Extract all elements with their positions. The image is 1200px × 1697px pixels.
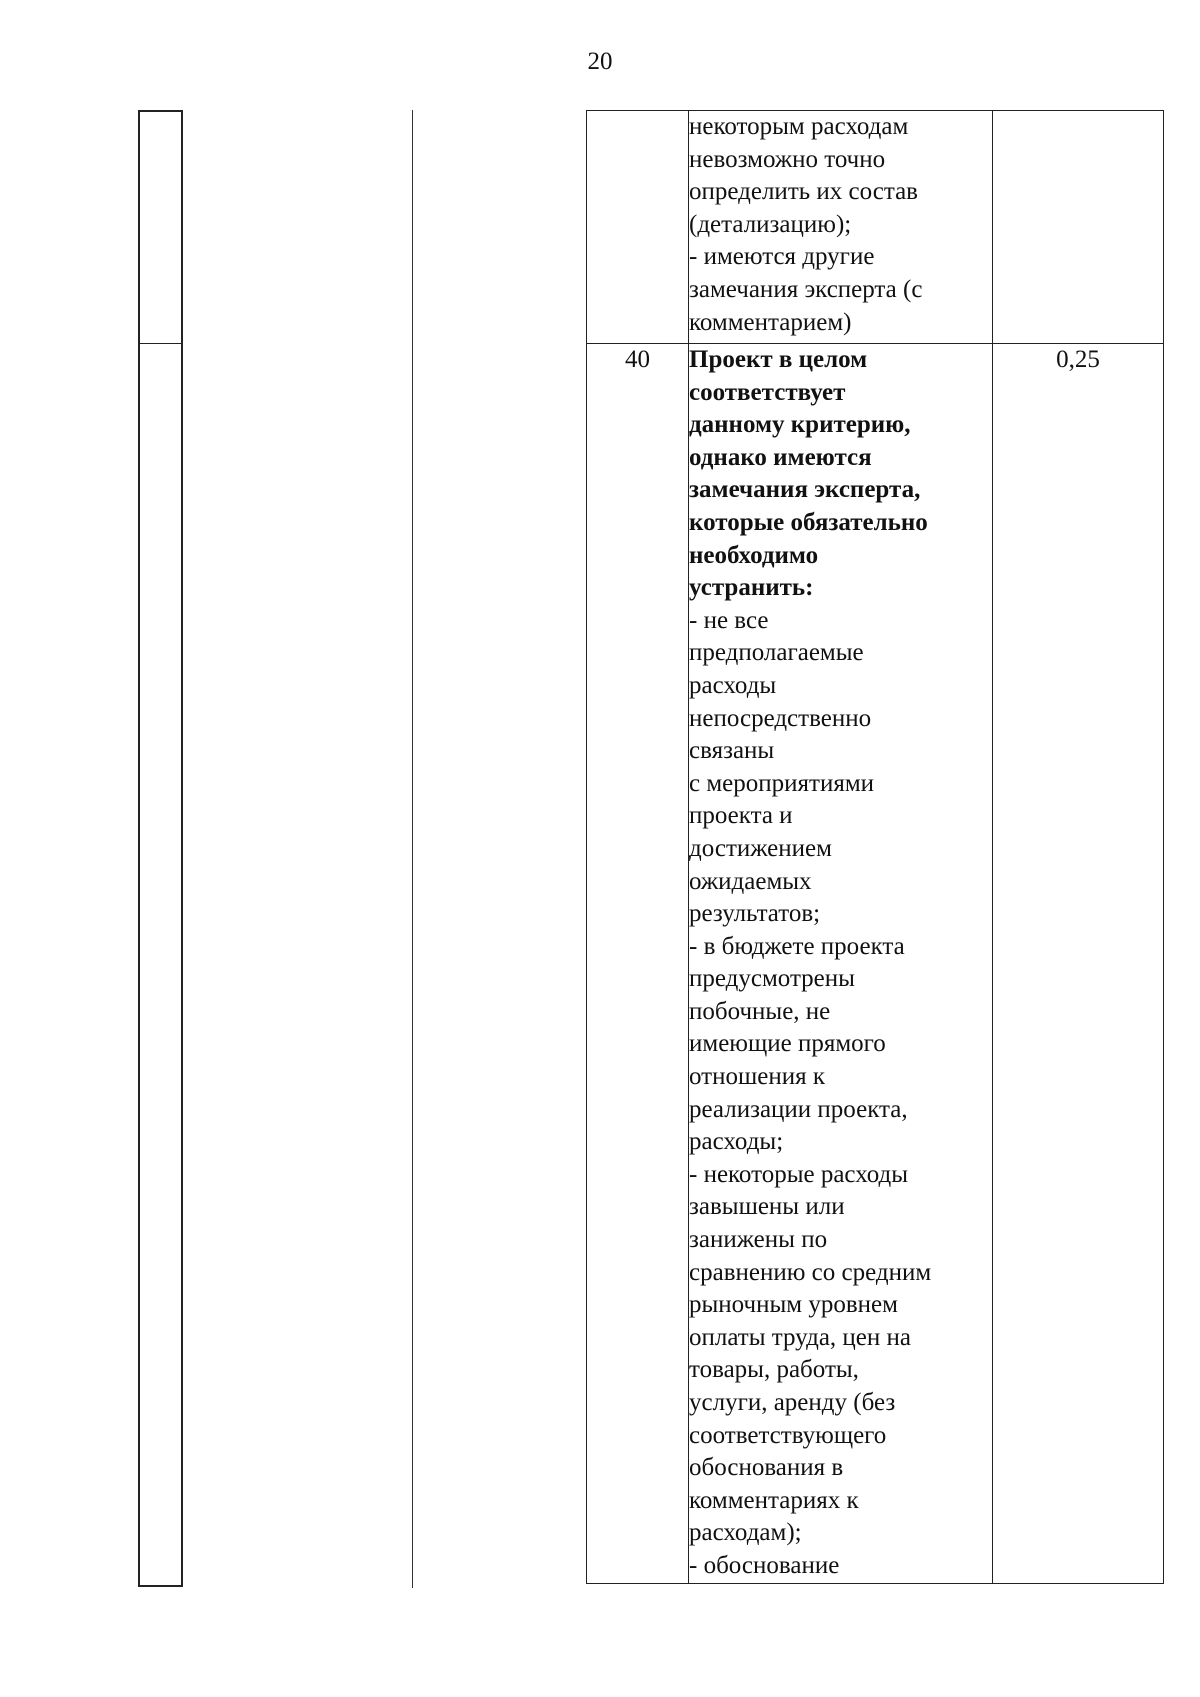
text-line: расходы [689, 671, 777, 699]
page-number: 20 [587, 48, 613, 75]
text-line: расходы; [689, 1128, 784, 1156]
text-line: услуги, аренду (без [689, 1389, 896, 1416]
heading-line: однако имеются [689, 443, 872, 471]
table-row [587, 344, 1164, 1584]
heading-line: которые обязательно [689, 508, 928, 536]
text-line: - в бюджете проекта [689, 932, 905, 960]
heading-line: устранить: [689, 574, 814, 602]
text-line: оплаты труда, цен на [689, 1323, 911, 1351]
criterion-text-cell [689, 344, 993, 1584]
heading-line: необходимо [689, 541, 819, 569]
text-line: реализации проекта, [689, 1095, 908, 1123]
text-line: связаны [689, 737, 775, 765]
heading-line: данному критерию, [689, 411, 911, 439]
row-number-cell [587, 111, 689, 344]
text-line: занижены по [689, 1226, 828, 1254]
text-line: некоторым расходам [689, 113, 909, 140]
text-line: непосредственно [689, 704, 872, 732]
text-line: завышены или [689, 1193, 845, 1221]
text-line: расходам); [689, 1519, 802, 1547]
text-line: определить их состав [689, 178, 918, 206]
column-divider-line [412, 110, 413, 1588]
heading-line: замечания эксперта, [689, 476, 921, 504]
left-column-cell-top [138, 110, 183, 344]
score-cell: 0,25 [993, 344, 1164, 1584]
heading-line: соответствует [689, 378, 846, 406]
text-line: имеющие прямого [689, 1030, 886, 1058]
text-line: соответствующего [689, 1421, 887, 1449]
text-line: - имеются другие [689, 243, 875, 271]
text-line: предполагаемые [689, 639, 864, 667]
table-row [587, 111, 1164, 344]
text-line: отношения к [689, 1063, 825, 1091]
criterion-text-cell [689, 111, 993, 344]
text-line: (детализацию); [689, 210, 852, 238]
criteria-table [586, 110, 1164, 1584]
score-cell [993, 111, 1164, 344]
text-line: с мероприятиями [689, 769, 875, 797]
text-line: невозможно точно [689, 145, 886, 173]
row-number-cell: 40 [587, 344, 689, 1584]
text-line: рыночным уровнем [689, 1291, 898, 1319]
text-line: проекта и [689, 802, 793, 830]
text-line: сравнению со средним [689, 1258, 932, 1286]
text-line: предусмотрены [689, 965, 855, 993]
text-line: результатов; [689, 900, 821, 928]
text-line: комментарием) [689, 308, 852, 336]
text-line: обоснования в [689, 1454, 844, 1482]
text-line: - не все [689, 606, 769, 634]
left-column-cell-bottom [138, 343, 183, 1587]
heading-line: Проект в целом [689, 346, 868, 373]
text-line: достижением [689, 834, 832, 862]
text-line: замечания эксперта (с [689, 275, 923, 303]
text-line: - обоснование [689, 1551, 840, 1579]
text-line: побочные, не [689, 997, 831, 1025]
text-line: комментариях к [689, 1486, 859, 1514]
text-line: - некоторые расходы [689, 1160, 909, 1188]
text-line: товары, работы, [689, 1356, 859, 1384]
text-line: ожидаемых [689, 867, 812, 895]
